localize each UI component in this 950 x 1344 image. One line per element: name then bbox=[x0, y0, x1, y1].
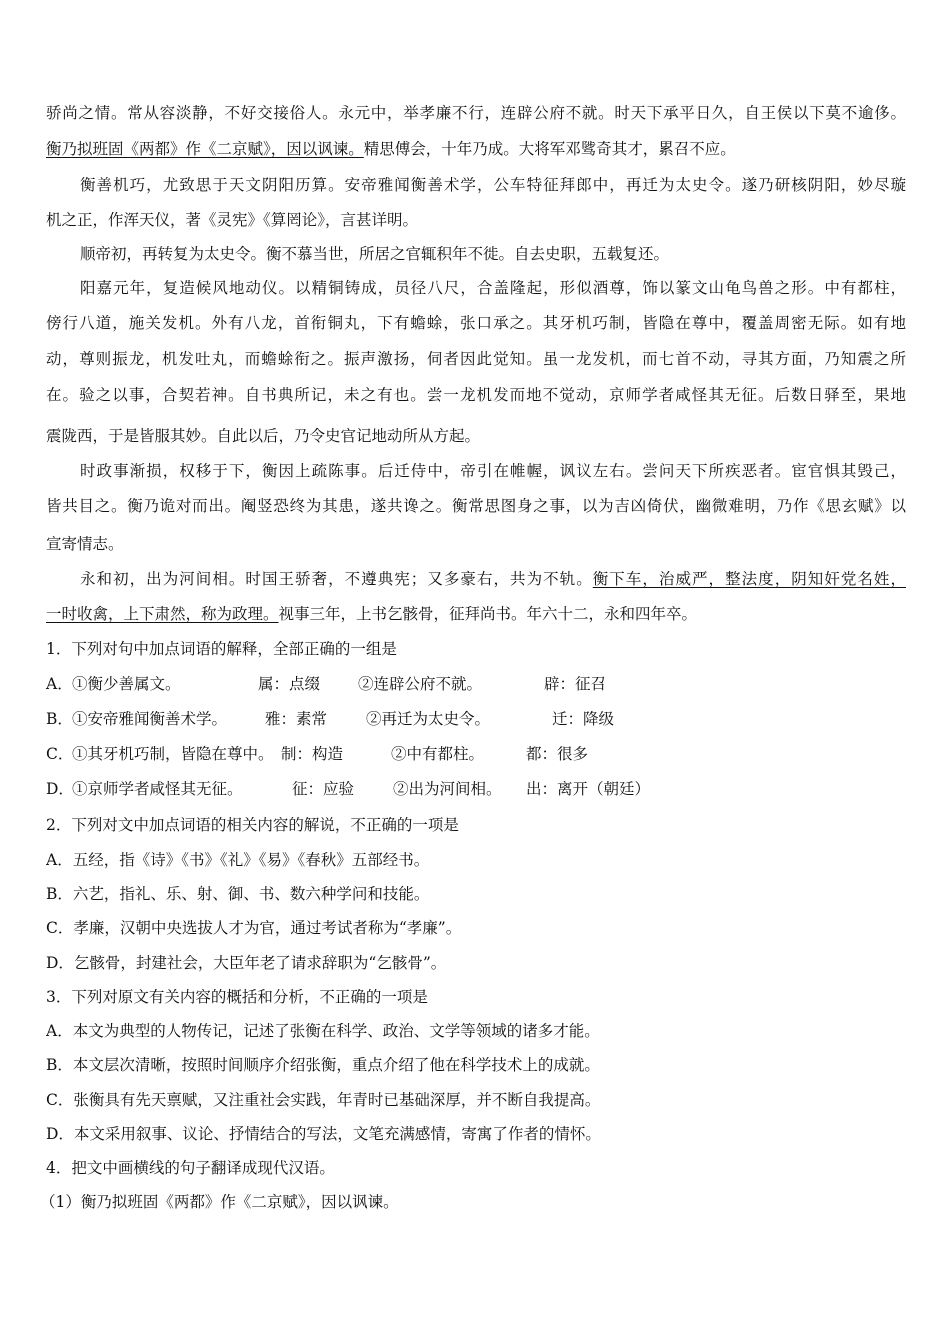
option-clause: ①其牙机巧制，皆隐在尊中。 bbox=[72, 745, 274, 763]
question-option: C．孝廉，汉朝中央选拔人才为官，通过考试者称为“孝廉”。 bbox=[46, 919, 462, 937]
passage-line: 阳嘉元年，复造候风地动仪。以精铜铸成，员径八尺，合盖隆起，形似酒尊，饰以篆文山龟鸟兽之形。中有都柱， bbox=[80, 279, 906, 297]
question-option: C．张衡具有先天禀赋，又注重社会实践，年青时已基础深厚，并不断自我提高。 bbox=[46, 1091, 601, 1109]
option-gloss: 属：点缀 bbox=[258, 675, 321, 693]
option-clause: ②出为河间相。 bbox=[393, 780, 502, 798]
option-gloss: 辟：征召 bbox=[544, 675, 607, 693]
question-option: A．本文为典型的人物传记，记述了张衡在科学、政治、文学等领域的诸多才能。 bbox=[46, 1022, 600, 1040]
passage-line: 皆共目之。衡乃诡对而出。阉竖恐终为其患，遂共谗之。衡常思图身之事，以为吉凶倚伏，幽微难明，乃作《思玄赋》以 bbox=[46, 497, 906, 515]
question-stem: 2．下列对文中加点词语的相关内容的解说，不正确的一项是 bbox=[46, 816, 459, 834]
option-gloss: 雅：素常 bbox=[265, 710, 328, 728]
question-subitem: （1）衡乃拟班固《两都》作《二京赋》，因以讽谏。 bbox=[40, 1193, 399, 1211]
option-clause: ①安帝雅闻衡善术学。 bbox=[72, 710, 228, 728]
passage-line: 时政事渐损，权移于下，衡因上疏陈事。后迁侍中，帝引在帷幄，讽议左右。尝问天下所疾恶者。宦官惧其毁己， bbox=[80, 462, 906, 480]
question-option: B．六艺，指礼、乐、射、御、书、数六种学问和技能。 bbox=[46, 885, 430, 903]
passage-text: 永和初，出为河间相。时国王骄奢，不遵典宪；又多豪右，共为不轨。 bbox=[80, 570, 593, 588]
option-gloss: 征：应验 bbox=[292, 780, 355, 798]
question-stem: 1．下列对句中加点词语的解释，全部正确的一组是 bbox=[46, 640, 397, 658]
underlined-sentence: 衡下车，治威严，整法度，阴知奸党名姓， bbox=[592, 570, 906, 588]
option-clause: ②再迁为太史令。 bbox=[366, 710, 491, 728]
underlined-sentence: 衡乃拟班固《两都》作《二京赋》，因以讽谏。 bbox=[46, 140, 364, 158]
question-option: D．本文采用叙事、议论、抒情结合的写法，文笔充满感情，寄寓了作者的情怀。 bbox=[46, 1125, 601, 1143]
passage-line bbox=[46, 139, 906, 159]
passage-line: 骄尚之情。常从容淡静，不好交接俗人。永元中，举孝廉不行，连辟公府不就。时天下承平日久，自王侯以下莫不逾侈。 bbox=[46, 104, 906, 122]
passage-line: 动，尊则振龙，机发吐丸，而蟾蜍衔之。振声激扬，伺者因此觉知。虽一龙发机，而七首不动，寻其方面，乃知震之所 bbox=[46, 350, 906, 368]
option-gloss: 制：构造 bbox=[281, 745, 344, 763]
option-label: C． bbox=[46, 745, 74, 763]
passage-line bbox=[46, 604, 906, 624]
option-clause: ①衡少善属文。 bbox=[72, 675, 181, 693]
question-stem: 3．下列对原文有关内容的概括和分析，不正确的一项是 bbox=[46, 988, 428, 1006]
passage-text: 精思傅会，十年乃成。大将军邓骘奇其才，累召不应。 bbox=[363, 140, 736, 158]
question-stem: 4．把文中画横线的句子翻译成现代汉语。 bbox=[46, 1159, 335, 1177]
passage-line: 衡善机巧，尤致思于天文阴阳历算。安帝雅闻衡善术学，公车特征拜郎中，再迁为太史令。遂乃研核阴阳，妙尽璇 bbox=[80, 176, 906, 194]
option-label: B． bbox=[46, 710, 73, 728]
underlined-sentence: 一时收禽，上下肃然，称为政理。 bbox=[46, 605, 279, 623]
question-option: D．乞骸骨，封建社会，大臣年老了请求辞职为“乞骸骨”。 bbox=[46, 954, 447, 972]
option-label: A． bbox=[46, 675, 73, 693]
passage-line bbox=[80, 569, 906, 589]
passage-line: 震陇西，于是皆服其妙。自此以后，乃令史官记地动所从方起。 bbox=[46, 427, 481, 445]
option-clause: ②中有都柱。 bbox=[391, 745, 485, 763]
question-option: B．本文层次清晰，按照时间顺序介绍张衡，重点介绍了他在科学技术上的成就。 bbox=[46, 1056, 600, 1074]
option-clause: ①京师学者咸怪其无征。 bbox=[72, 780, 243, 798]
option-clause: ②连辟公府不就。 bbox=[358, 675, 483, 693]
option-gloss: 都：很多 bbox=[526, 745, 589, 763]
option-gloss: 出：离开（朝廷） bbox=[526, 780, 651, 798]
question-option: A．五经，指《诗》《书》《礼》《易》《春秋》五部经书。 bbox=[46, 851, 430, 869]
passage-line: 在。验之以事，合契若神。自书典所记，未之有也。尝一龙机发而地不觉动，京师学者咸怪其无征。后数日驿至，果地 bbox=[46, 386, 906, 404]
passage-line: 宣寄情志。 bbox=[46, 535, 124, 553]
passage-line: 顺帝初，再转复为太史令。衡不慕当世，所居之官辄积年不徙。自去史职，五载复还。 bbox=[80, 245, 670, 263]
passage-text: 视事三年，上书乞骸骨，征拜尚书。年六十二，永和四年卒。 bbox=[278, 605, 698, 623]
option-gloss: 迁：降级 bbox=[552, 710, 615, 728]
option-label: D． bbox=[46, 780, 74, 798]
passage-line: 傍行八道，施关发机。外有八龙，首衔铜丸，下有蟾蜍，张口承之。其牙机巧制，皆隐在尊中，覆盖周密无际。如有地 bbox=[46, 314, 906, 332]
passage-line: 机之正，作浑天仪，著《灵宪》《算罔论》，言甚详明。 bbox=[46, 211, 419, 229]
